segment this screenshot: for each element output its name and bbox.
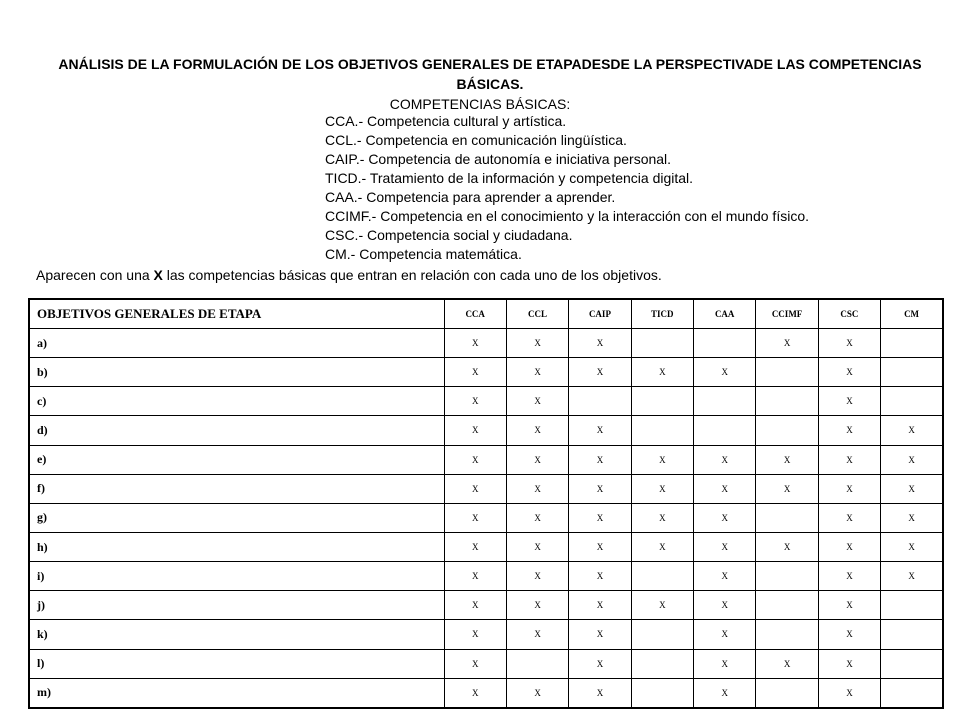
header-col-caip: CAIP: [569, 299, 631, 329]
table-cell: X: [694, 474, 756, 503]
table-cell: X: [818, 329, 880, 358]
table-cell: X: [569, 358, 631, 387]
table-cell: X: [444, 387, 506, 416]
table-row: [29, 445, 943, 474]
legend-item: CAIP.- Competencia de autonomía e iniciativa personal.: [325, 151, 672, 167]
table-cell: X: [569, 591, 631, 620]
table-cell: X: [569, 649, 631, 678]
table-cell: X: [818, 387, 880, 416]
table-cell: X: [756, 532, 818, 561]
table-cell: [506, 649, 568, 678]
table-cell: X: [756, 474, 818, 503]
row-label: k): [29, 620, 444, 649]
table-cell: X: [506, 416, 568, 445]
legend-item: CAA.- Competencia para aprender a aprender.: [325, 189, 616, 205]
table-cell: X: [631, 503, 693, 532]
table-row: [29, 503, 943, 532]
table-cell: X: [506, 445, 568, 474]
header-col-cm: CM: [881, 299, 943, 329]
intro-text: [36, 265, 662, 285]
table-cell: X: [444, 503, 506, 532]
table-cell: [631, 620, 693, 649]
legend-item: TICD.- Tratamiento de la información y competencia digital.: [325, 170, 694, 186]
table-cell: X: [694, 358, 756, 387]
table-cell: [756, 503, 818, 532]
table-cell: X: [569, 678, 631, 708]
table-cell: [756, 387, 818, 416]
table-cell: X: [506, 503, 568, 532]
table-cell: X: [694, 562, 756, 591]
table-cell: X: [694, 445, 756, 474]
table-cell: [631, 562, 693, 591]
table-cell: X: [631, 445, 693, 474]
table-cell: [631, 416, 693, 445]
table-cell: X: [569, 329, 631, 358]
table-cell: X: [818, 678, 880, 708]
table-cell: X: [506, 358, 568, 387]
table-cell: [631, 329, 693, 358]
table-cell: [881, 358, 943, 387]
table-body: [29, 329, 943, 709]
table-row: [29, 416, 943, 445]
table-cell: [756, 416, 818, 445]
table-cell: [756, 358, 818, 387]
table-cell: X: [506, 620, 568, 649]
intro-before: Aparecen con una: [36, 267, 154, 283]
page-subtitle: COMPETENCIAS BÁSICAS:: [389, 96, 571, 112]
table-cell: X: [818, 649, 880, 678]
table-cell: X: [569, 532, 631, 561]
table-cell: X: [818, 562, 880, 591]
table-cell: X: [756, 445, 818, 474]
table-row: [29, 329, 943, 358]
header-col-ticd: TICD: [631, 299, 693, 329]
row-label: l): [29, 649, 444, 678]
table-cell: X: [631, 591, 693, 620]
table-cell: X: [569, 503, 631, 532]
row-label: j): [29, 591, 444, 620]
table-cell: X: [881, 503, 943, 532]
table-cell: X: [444, 329, 506, 358]
header-objectives: OBJETIVOS GENERALES DE ETAPA: [29, 299, 444, 329]
table-cell: X: [881, 416, 943, 445]
row-label: e): [29, 445, 444, 474]
table-cell: X: [631, 532, 693, 561]
table-row: [29, 649, 943, 678]
table-row: [29, 678, 943, 708]
table-cell: X: [756, 329, 818, 358]
table-cell: X: [444, 649, 506, 678]
table-cell: X: [694, 620, 756, 649]
table-cell: X: [631, 358, 693, 387]
legend-item: CSC.- Competencia social y ciudadana.: [325, 227, 573, 243]
table-cell: [881, 387, 943, 416]
table-cell: X: [694, 591, 756, 620]
header-col-csc: CSC: [818, 299, 880, 329]
table-cell: X: [444, 445, 506, 474]
table-cell: X: [506, 591, 568, 620]
table-cell: X: [631, 474, 693, 503]
header-col-ccl: CCL: [506, 299, 568, 329]
table-cell: [881, 620, 943, 649]
table-cell: X: [818, 503, 880, 532]
table-cell: X: [694, 678, 756, 708]
row-label: m): [29, 678, 444, 708]
row-label: i): [29, 562, 444, 591]
table-cell: X: [506, 387, 568, 416]
table-row: [29, 620, 943, 649]
table-cell: [631, 649, 693, 678]
table-row: [29, 532, 943, 561]
intro-mark: X: [153, 267, 163, 283]
table-cell: [631, 387, 693, 416]
table-cell: X: [694, 503, 756, 532]
table-cell: [694, 329, 756, 358]
table-cell: X: [444, 416, 506, 445]
table-cell: X: [444, 620, 506, 649]
table-cell: [694, 387, 756, 416]
objectives-table: [28, 298, 944, 709]
table-cell: [756, 620, 818, 649]
table-cell: X: [444, 358, 506, 387]
table-cell: X: [444, 678, 506, 708]
table-cell: [881, 591, 943, 620]
row-label: g): [29, 503, 444, 532]
table-cell: X: [818, 474, 880, 503]
table-cell: [881, 329, 943, 358]
table-row: [29, 474, 943, 503]
row-label: h): [29, 532, 444, 561]
table-cell: X: [506, 562, 568, 591]
table-cell: X: [569, 620, 631, 649]
table-cell: [569, 387, 631, 416]
table-cell: X: [818, 416, 880, 445]
table-cell: X: [569, 474, 631, 503]
table-cell: X: [444, 562, 506, 591]
table-cell: X: [506, 678, 568, 708]
table-cell: X: [506, 532, 568, 561]
table-cell: X: [444, 474, 506, 503]
row-label: b): [29, 358, 444, 387]
header-col-caa: CAA: [694, 299, 756, 329]
header-col-ccimf: CCIMF: [756, 299, 818, 329]
table-row: [29, 562, 943, 591]
header-col-cca: CCA: [444, 299, 506, 329]
table-row: [29, 387, 943, 416]
table-cell: X: [506, 474, 568, 503]
table-cell: [694, 416, 756, 445]
row-label: c): [29, 387, 444, 416]
table-cell: X: [506, 329, 568, 358]
table-cell: X: [818, 532, 880, 561]
legend-item: CM.- Competencia matemática.: [325, 246, 522, 262]
row-label: a): [29, 329, 444, 358]
intro-after: las competencias básicas que entran en relación con cada uno de los objetivos.: [162, 267, 662, 283]
competencies-legend: [325, 112, 809, 264]
table-cell: X: [818, 591, 880, 620]
table-cell: X: [881, 532, 943, 561]
table-cell: X: [818, 358, 880, 387]
table-cell: X: [881, 445, 943, 474]
table-cell: X: [756, 649, 818, 678]
row-label: d): [29, 416, 444, 445]
table-cell: X: [818, 620, 880, 649]
table-cell: X: [881, 562, 943, 591]
table-cell: X: [818, 445, 880, 474]
table-cell: X: [694, 649, 756, 678]
table-cell: X: [569, 445, 631, 474]
table-cell: [756, 591, 818, 620]
table-header-row: [29, 299, 943, 329]
table-row: [29, 358, 943, 387]
table-cell: X: [444, 532, 506, 561]
table-row: [29, 591, 943, 620]
table-cell: X: [881, 474, 943, 503]
table-cell: [631, 678, 693, 708]
row-label: f): [29, 474, 444, 503]
table-cell: [756, 678, 818, 708]
table-cell: [881, 649, 943, 678]
legend-item: CCA.- Competencia cultural y artística.: [325, 113, 567, 129]
legend-item: CCL.- Competencia en comunicación lingüística.: [325, 132, 627, 148]
table-cell: X: [694, 532, 756, 561]
page-title: ANÁLISIS DE LA FORMULACIÓN DE LOS OBJETIVOS GENERALES DE ETAPADESDE LA PERSPECTIVADE LAS COMPETENCIAS BÁSICAS.: [58, 56, 922, 92]
table-cell: X: [569, 562, 631, 591]
table-cell: X: [569, 416, 631, 445]
table-cell: X: [444, 591, 506, 620]
table-cell: [756, 562, 818, 591]
legend-item: CCIMF.- Competencia en el conocimiento y la interacción con el mundo físico.: [325, 208, 809, 224]
table-cell: [881, 678, 943, 708]
